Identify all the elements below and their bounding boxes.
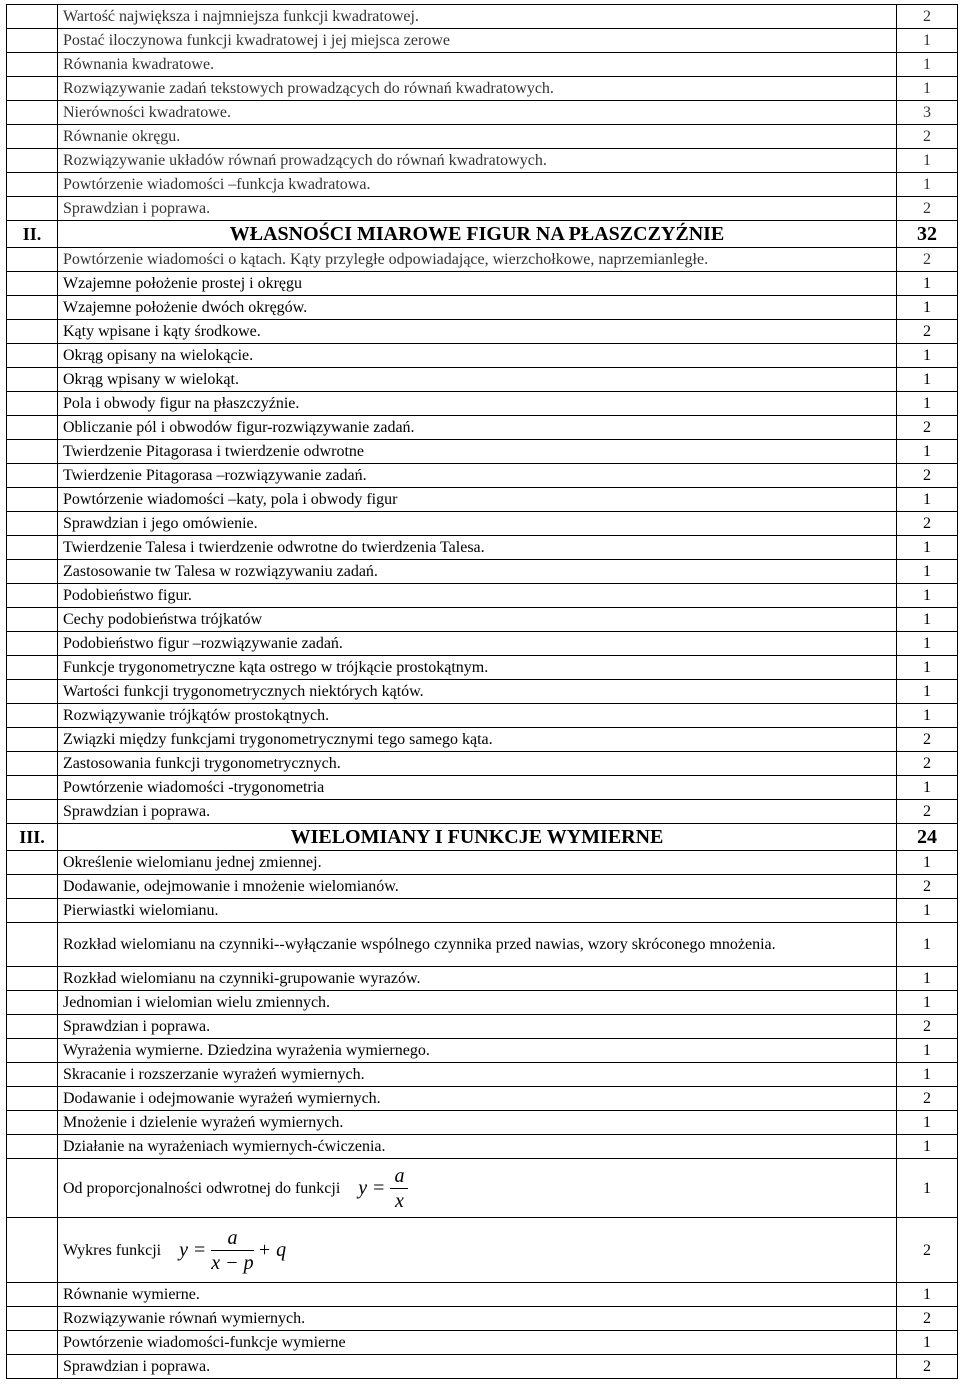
rows-c1 bbox=[7, 851, 958, 923]
row-number-cell bbox=[7, 440, 58, 464]
hours-cell: 1 bbox=[897, 608, 958, 632]
row-number-cell bbox=[7, 488, 58, 512]
row-number-cell bbox=[7, 344, 58, 368]
row-number-cell bbox=[7, 1159, 58, 1218]
row-number-cell bbox=[7, 560, 58, 584]
topic-cell: Wartości funkcji trygonometrycznych niektórych kątów. bbox=[58, 680, 897, 704]
row-number-cell bbox=[7, 536, 58, 560]
hours-cell: 1 bbox=[897, 704, 958, 728]
topic-cell: Mnożenie i dzielenie wyrażeń wymiernych. bbox=[58, 1111, 897, 1135]
row-number-cell bbox=[7, 464, 58, 488]
fraction-numerator: a bbox=[394, 1164, 405, 1187]
table-row bbox=[7, 632, 958, 656]
hours-cell: 3 bbox=[897, 101, 958, 125]
row-number-cell bbox=[7, 1218, 58, 1283]
section-hours: 32 bbox=[897, 221, 958, 248]
rows-b bbox=[7, 248, 958, 824]
section-title: WIELOMIANY I FUNKCJE WYMIERNE bbox=[58, 824, 897, 851]
table-row bbox=[7, 29, 958, 53]
hours-cell: 2 bbox=[897, 875, 958, 899]
row-number-cell bbox=[7, 173, 58, 197]
topic-cell: Twierdzenie Pitagorasa –rozwiązywanie zadań. bbox=[58, 464, 897, 488]
topic-cell bbox=[58, 1218, 897, 1283]
table-row bbox=[7, 656, 958, 680]
section-row bbox=[7, 824, 958, 851]
table-row bbox=[7, 248, 958, 272]
row-number-cell bbox=[7, 851, 58, 875]
topic-cell: Pierwiastki wielomianu. bbox=[58, 899, 897, 923]
fraction-numerator: a bbox=[227, 1226, 238, 1249]
table-row bbox=[7, 1135, 958, 1159]
table-row bbox=[7, 584, 958, 608]
row-number-cell bbox=[7, 149, 58, 173]
hours-cell: 1 bbox=[897, 1159, 958, 1218]
topic-cell: Wartość największa i najmniejsza funkcji kwadratowej. bbox=[58, 5, 897, 29]
hours-cell: 1 bbox=[897, 29, 958, 53]
hours-cell: 2 bbox=[897, 416, 958, 440]
table-row bbox=[7, 149, 958, 173]
row-number-cell bbox=[7, 991, 58, 1015]
row-number-cell bbox=[7, 1355, 58, 1379]
fraction-denominator: x bbox=[395, 1189, 404, 1212]
row-number-cell bbox=[7, 29, 58, 53]
row-number-cell bbox=[7, 368, 58, 392]
formula-y: y bbox=[358, 1176, 368, 1199]
hours-cell: 2 bbox=[897, 728, 958, 752]
fraction-denominator: x − p bbox=[211, 1251, 254, 1274]
section-number: II. bbox=[7, 221, 58, 248]
topic-cell: Zastosowanie tw Talesa w rozwiązywaniu zadań. bbox=[58, 560, 897, 584]
table-row bbox=[7, 875, 958, 899]
table-row bbox=[7, 1307, 958, 1331]
hours-cell: 1 bbox=[897, 899, 958, 923]
table-row bbox=[7, 608, 958, 632]
table-row bbox=[7, 899, 958, 923]
topic-cell: Powtórzenie wiadomości -trygonometria bbox=[58, 776, 897, 800]
table-row bbox=[7, 704, 958, 728]
row-number-cell bbox=[7, 1111, 58, 1135]
table-row bbox=[7, 296, 958, 320]
table-row bbox=[7, 1063, 958, 1087]
topic-cell: Sprawdzian i poprawa. bbox=[58, 197, 897, 221]
row-number-cell bbox=[7, 752, 58, 776]
table-row bbox=[7, 728, 958, 752]
topic-cell: Sprawdzian i poprawa. bbox=[58, 1015, 897, 1039]
formula-equals: = bbox=[194, 1238, 206, 1261]
topic-cell: Podobieństwo figur. bbox=[58, 584, 897, 608]
row-number-cell bbox=[7, 5, 58, 29]
row-number-cell bbox=[7, 272, 58, 296]
section-title: WŁASNOŚCI MIAROWE FIGUR NA PŁASZCZYŹNIE bbox=[58, 221, 897, 248]
hours-cell: 1 bbox=[897, 584, 958, 608]
table-row bbox=[7, 967, 958, 991]
table-row bbox=[7, 392, 958, 416]
row-number-cell bbox=[7, 967, 58, 991]
topic-cell: Funkcje trygonometryczne kąta ostrego w trójkącie prostokątnym. bbox=[58, 656, 897, 680]
topic-cell: Rozkład wielomianu na czynniki--wyłączanie wspólnego czynnika przed nawias, wzory skróconego mnożenia. bbox=[58, 923, 897, 967]
row-number-cell bbox=[7, 1135, 58, 1159]
topic-cell: Zastosowania funkcji trygonometrycznych. bbox=[58, 752, 897, 776]
rows-a bbox=[7, 5, 958, 221]
row-number-cell bbox=[7, 101, 58, 125]
hours-cell: 2 bbox=[897, 5, 958, 29]
table-row bbox=[7, 512, 958, 536]
table-row bbox=[7, 1331, 958, 1355]
topic-cell: Nierówności kwadratowe. bbox=[58, 101, 897, 125]
table-row bbox=[7, 776, 958, 800]
section-3 bbox=[7, 824, 958, 851]
table-row bbox=[7, 272, 958, 296]
row-number-cell bbox=[7, 125, 58, 149]
topic-cell: Obliczanie pól i obwodów figur-rozwiązywanie zadań. bbox=[58, 416, 897, 440]
table-row bbox=[7, 464, 958, 488]
table-row bbox=[7, 53, 958, 77]
row-number-cell bbox=[7, 1015, 58, 1039]
hours-cell: 2 bbox=[897, 1355, 958, 1379]
topic-cell: Twierdzenie Pitagorasa i twierdzenie odwrotne bbox=[58, 440, 897, 464]
topic-cell: Okrąg wpisany w wielokąt. bbox=[58, 368, 897, 392]
topic-cell: Rozwiązywanie równań wymiernych. bbox=[58, 1307, 897, 1331]
topic-cell: Postać iloczynowa funkcji kwadratowej i jej miejsca zerowe bbox=[58, 29, 897, 53]
hours-cell: 1 bbox=[897, 560, 958, 584]
table-row bbox=[7, 197, 958, 221]
row-number-cell bbox=[7, 197, 58, 221]
hours-cell: 2 bbox=[897, 197, 958, 221]
table-row bbox=[7, 851, 958, 875]
row-number-cell bbox=[7, 776, 58, 800]
row-number-cell bbox=[7, 1307, 58, 1331]
hours-cell: 2 bbox=[897, 320, 958, 344]
topic-cell: Dodawanie i odejmowanie wyrażeń wymiernych. bbox=[58, 1087, 897, 1111]
formula-y: y bbox=[179, 1238, 189, 1261]
row-number-cell bbox=[7, 728, 58, 752]
row-tall bbox=[7, 923, 958, 967]
hours-cell: 2 bbox=[897, 1218, 958, 1283]
formula-rows bbox=[7, 1159, 958, 1283]
rows-c2 bbox=[7, 967, 958, 1159]
hours-cell: 1 bbox=[897, 392, 958, 416]
section-row bbox=[7, 221, 958, 248]
topic-cell: Twierdzenie Talesa i twierdzenie odwrotne do twierdzenia Talesa. bbox=[58, 536, 897, 560]
table-row bbox=[7, 536, 958, 560]
formula-plus-q: + q bbox=[257, 1238, 287, 1261]
table-row bbox=[7, 1283, 958, 1307]
topic-cell: Powtórzenie wiadomości-funkcje wymierne bbox=[58, 1331, 897, 1355]
hours-cell: 2 bbox=[897, 800, 958, 824]
table-row bbox=[7, 368, 958, 392]
rows-c3 bbox=[7, 1283, 958, 1379]
topic-cell: Wyrażenia wymierne. Dziedzina wyrażenia wymiernego. bbox=[58, 1039, 897, 1063]
topic-cell: Okrąg opisany na wielokącie. bbox=[58, 344, 897, 368]
hours-cell: 2 bbox=[897, 512, 958, 536]
hours-cell: 1 bbox=[897, 1331, 958, 1355]
topic-cell: Powtórzenie wiadomości o kątach. Kąty przyległe odpowiadające, wierzchołkowe, naprzemianległe. bbox=[58, 248, 897, 272]
hours-cell: 2 bbox=[897, 248, 958, 272]
hours-cell: 1 bbox=[897, 272, 958, 296]
topic-cell: Sprawdzian i jego omówienie. bbox=[58, 512, 897, 536]
topic-cell: Równanie okręgu. bbox=[58, 125, 897, 149]
topic-cell: Jednomian i wielomian wielu zmiennych. bbox=[58, 991, 897, 1015]
hours-cell: 2 bbox=[897, 1307, 958, 1331]
fraction bbox=[211, 1226, 253, 1275]
row-number-cell bbox=[7, 392, 58, 416]
table-row bbox=[7, 440, 958, 464]
hours-cell: 1 bbox=[897, 296, 958, 320]
table-row bbox=[7, 1111, 958, 1135]
row-number-cell bbox=[7, 512, 58, 536]
formula-equals: = bbox=[373, 1176, 385, 1199]
row-number-cell bbox=[7, 704, 58, 728]
row-number-cell bbox=[7, 77, 58, 101]
topic-cell: Rozwiązywanie układów równań prowadzących do równań kwadratowych. bbox=[58, 149, 897, 173]
hours-cell: 1 bbox=[897, 632, 958, 656]
row-number-cell bbox=[7, 416, 58, 440]
table-row bbox=[7, 1039, 958, 1063]
hours-cell: 1 bbox=[897, 656, 958, 680]
row-number-cell bbox=[7, 680, 58, 704]
table-row bbox=[7, 416, 958, 440]
table-row bbox=[7, 800, 958, 824]
topic-cell: Określenie wielomianu jednej zmiennej. bbox=[58, 851, 897, 875]
topic-cell: Sprawdzian i poprawa. bbox=[58, 800, 897, 824]
hours-cell: 1 bbox=[897, 851, 958, 875]
table-row bbox=[7, 752, 958, 776]
table-row bbox=[7, 344, 958, 368]
topic-cell: Rozkład wielomianu na czynniki-grupowanie wyrazów. bbox=[58, 967, 897, 991]
topic-cell: Działanie na wyrażeniach wymiernych-ćwiczenia. bbox=[58, 1135, 897, 1159]
row-number-cell bbox=[7, 1087, 58, 1111]
section-number: III. bbox=[7, 824, 58, 851]
topic-cell: Skracanie i rozszerzanie wyrażeń wymiernych. bbox=[58, 1063, 897, 1087]
section-2 bbox=[7, 221, 958, 248]
topic-cell: Powtórzenie wiadomości –katy, pola i obwody figur bbox=[58, 488, 897, 512]
table-row bbox=[7, 77, 958, 101]
table-row bbox=[7, 560, 958, 584]
hours-cell: 1 bbox=[897, 923, 958, 967]
topic-cell: Związki między funkcjami trygonometrycznymi tego samego kąta. bbox=[58, 728, 897, 752]
row-number-cell bbox=[7, 875, 58, 899]
hours-cell: 1 bbox=[897, 967, 958, 991]
topic-cell: Rozwiązywanie zadań tekstowych prowadzących do równań kwadratowych. bbox=[58, 77, 897, 101]
table-row bbox=[7, 488, 958, 512]
hours-cell: 1 bbox=[897, 440, 958, 464]
topic-cell: Równanie wymierne. bbox=[58, 1283, 897, 1307]
row-number-cell bbox=[7, 1063, 58, 1087]
topic-cell: Wzajemne położenie prostej i okręgu bbox=[58, 272, 897, 296]
hours-cell: 1 bbox=[897, 1063, 958, 1087]
topic-cell: Rozwiązywanie trójkątów prostokątnych. bbox=[58, 704, 897, 728]
row-number-cell bbox=[7, 656, 58, 680]
table-row bbox=[7, 101, 958, 125]
hours-cell: 1 bbox=[897, 1283, 958, 1307]
row-number-cell bbox=[7, 320, 58, 344]
row-number-cell bbox=[7, 608, 58, 632]
hours-cell: 1 bbox=[897, 77, 958, 101]
hours-cell: 1 bbox=[897, 680, 958, 704]
table-row bbox=[7, 1087, 958, 1111]
section-hours: 24 bbox=[897, 824, 958, 851]
row-number-cell bbox=[7, 1039, 58, 1063]
row-number-cell bbox=[7, 584, 58, 608]
table-row bbox=[7, 1015, 958, 1039]
hours-cell: 1 bbox=[897, 368, 958, 392]
row-number-cell bbox=[7, 632, 58, 656]
hours-cell: 2 bbox=[897, 1087, 958, 1111]
table-row bbox=[7, 320, 958, 344]
hours-cell: 1 bbox=[897, 1111, 958, 1135]
row-number-cell bbox=[7, 923, 58, 967]
table-row bbox=[7, 125, 958, 149]
fraction bbox=[390, 1164, 408, 1213]
topic-cell: Wzajemne położenie dwóch okręgów. bbox=[58, 296, 897, 320]
topic-cell: Cechy podobieństwa trójkatów bbox=[58, 608, 897, 632]
table-row bbox=[7, 1218, 958, 1283]
hours-cell: 1 bbox=[897, 776, 958, 800]
hours-cell: 1 bbox=[897, 536, 958, 560]
formula-label: Wykres funkcji bbox=[63, 1241, 162, 1259]
row-number-cell bbox=[7, 899, 58, 923]
topic-cell: Pola i obwody figur na płaszczyźnie. bbox=[58, 392, 897, 416]
table-row bbox=[7, 991, 958, 1015]
formula-label: Od proporcjonalności odwrotnej do funkcji bbox=[63, 1179, 341, 1197]
row-number-cell bbox=[7, 1331, 58, 1355]
hours-cell: 1 bbox=[897, 344, 958, 368]
hours-cell: 2 bbox=[897, 752, 958, 776]
hours-cell: 1 bbox=[897, 149, 958, 173]
row-number-cell bbox=[7, 248, 58, 272]
topic-cell: Kąty wpisane i kąty środkowe. bbox=[58, 320, 897, 344]
topic-cell: Podobieństwo figur –rozwiązywanie zadań. bbox=[58, 632, 897, 656]
table-row bbox=[7, 680, 958, 704]
hours-cell: 2 bbox=[897, 125, 958, 149]
topic-cell: Równania kwadratowe. bbox=[58, 53, 897, 77]
hours-cell: 1 bbox=[897, 1135, 958, 1159]
topic-cell bbox=[58, 1159, 897, 1218]
hours-cell: 1 bbox=[897, 991, 958, 1015]
table-row bbox=[7, 1159, 958, 1218]
table-row bbox=[7, 173, 958, 197]
table-row bbox=[7, 1355, 958, 1379]
hours-cell: 2 bbox=[897, 1015, 958, 1039]
hours-cell: 2 bbox=[897, 464, 958, 488]
topic-cell: Dodawanie, odejmowanie i mnożenie wielomianów. bbox=[58, 875, 897, 899]
row-number-cell bbox=[7, 296, 58, 320]
table-row bbox=[7, 5, 958, 29]
hours-cell: 1 bbox=[897, 488, 958, 512]
topic-cell: Powtórzenie wiadomości –funkcja kwadratowa. bbox=[58, 173, 897, 197]
table-row bbox=[7, 923, 958, 967]
hours-cell: 1 bbox=[897, 53, 958, 77]
curriculum-table bbox=[6, 4, 958, 1379]
row-number-cell bbox=[7, 800, 58, 824]
topic-cell: Sprawdzian i poprawa. bbox=[58, 1355, 897, 1379]
row-number-cell bbox=[7, 53, 58, 77]
hours-cell: 1 bbox=[897, 173, 958, 197]
hours-cell: 1 bbox=[897, 1039, 958, 1063]
row-number-cell bbox=[7, 1283, 58, 1307]
